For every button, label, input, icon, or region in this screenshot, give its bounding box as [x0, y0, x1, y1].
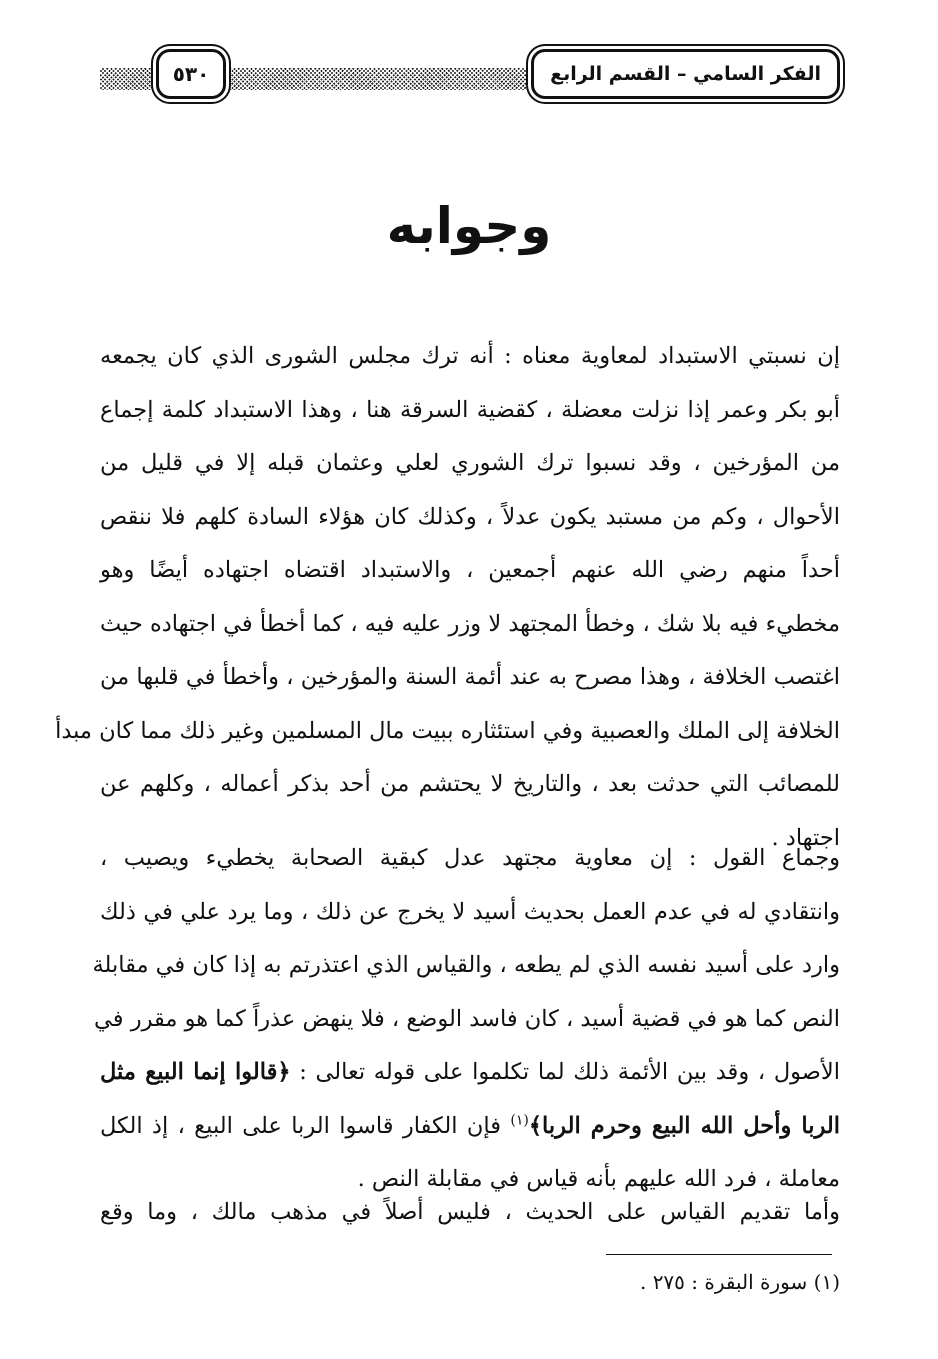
text-line-with-quote-start	[100, 1046, 840, 1100]
page-number-frame	[156, 49, 226, 99]
text-segment: فإن الكفار قاسوا الربا على البيع ، إذ الكل	[100, 1112, 502, 1139]
paragraph-3	[100, 1186, 840, 1240]
text-line: معاملة ، فرد الله عليهم بأنه قياس في مقابلة النص .	[357, 1166, 840, 1192]
text-line: وانتقادي له في عدم العمل بحديث أسيد لا يخرج عن ذلك ، وما يرد علي في ذلك	[100, 898, 840, 925]
text-line: اغتصب الخلافة ، وهذا مصرح به عند أئمة السنة والمؤرخين ، وأخطأ في قلبها من	[100, 664, 840, 690]
text-line: إن نسبتي الاستبداد لمعاوية معناه : أنه ترك مجلس الشورى الذي كان يجمعه	[100, 343, 840, 369]
footnote-separator	[606, 1254, 832, 1255]
running-header-title: الفكر السامي – القسم الرابع	[550, 63, 821, 85]
text-line: اجتهاد .	[771, 824, 840, 851]
text-line: من المؤرخين ، وقد نسبوا ترك الشوري لعلي وعثمان قبله إلا في قليل من	[100, 450, 840, 476]
text-line: وجماع القول : إن معاوية مجتهد عدل كبقية الصحابة يخطيء ويصيب ،	[100, 845, 840, 871]
section-heading: وجوابه	[386, 197, 552, 255]
text-line: أحداً منهم رضي الله عنهم أجمعين ، والاستبداد اقتضاه اجتهاده أيضًا وهو	[100, 557, 840, 583]
running-header-title-frame	[531, 49, 840, 99]
text-line-with-quote-end	[100, 1100, 840, 1154]
page-number: ٥٣٠	[172, 62, 210, 86]
text-line: النص كما هو في قضية أسيد ، كان فاسد الوضع ، فلا ينهض عذراً كما هو مقرر في	[94, 1005, 840, 1032]
paragraph-1	[55, 330, 840, 865]
text-line: وارد على أسيد نفسه الذي لم يطعه ، والقياس الذي اعتذرتم به إذا كان في مقابلة	[92, 952, 840, 978]
quran-quote-part-2: الربا وأحل الله البيع وحرم الربا﴾	[528, 1112, 841, 1139]
text-line: وأما تقديم القياس على الحديث ، فليس أصلاً في مذهب مالك ، وما وقع	[100, 1199, 840, 1225]
text-segment: الأصول ، وقد بين الأئمة ذلك لما تكلموا على قوله تعالى :	[299, 1059, 840, 1085]
text-line: مخطيء فيه بلا شك ، وخطأ المجتهد لا وزر عليه فيه ، كما أخطأ في اجتهاده حيث	[100, 610, 840, 637]
text-line: أبو بكر وعمر إذا نزلت معضلة ، كقضية السرقة هنا ، وهذا الاستبداد كلمة إجماع	[100, 396, 840, 423]
quran-quote-part-1: ﴿قالوا إنما البيع مثل	[100, 1059, 291, 1085]
paragraph-2	[92, 832, 841, 1207]
text-line: الخلافة إلى الملك والعصبية وفي استئثاره ببيت مال المسلمين وغير ذلك مما كان مبدأ	[55, 717, 840, 744]
footnote-1: (١) سورة البقرة : ٢٧٥ .	[639, 1270, 840, 1294]
text-line: الأحوال ، وكم من مستبد يكون عدلاً ، وكذلك كان هؤلاء السادة كلهم فلا ننقص	[100, 503, 840, 530]
footnote-reference[interactable]: (١)	[510, 1112, 529, 1128]
text-line: للمصائب التي حدثت بعد ، والتاريخ لا يحتشم من أحد بذكر أعماله ، وكلهم عن	[100, 771, 840, 797]
